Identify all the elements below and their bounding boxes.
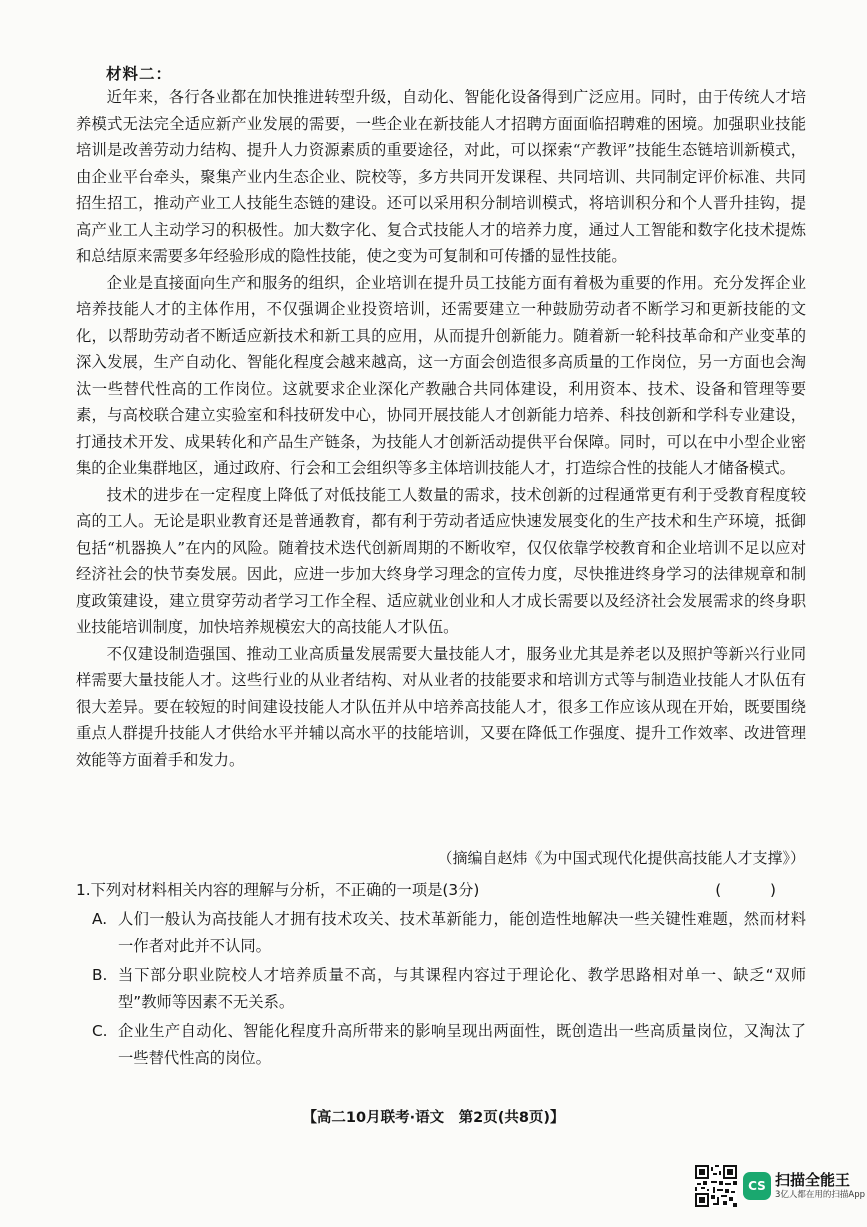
paragraph: 企业是直接面向生产和服务的组织，企业培训在提升员工技能方面有着极为重要的作用。充分发挥企业培养技能人才的主体作用，不仅强调企业投资培训，还需要建立一种鼓励劳动者不断学习和更新技能的文化，以帮助劳动者不断适应新技术和新工具的应用，从而提升创新能力。随着新一轮科技革命和产业变革的深入发展，生产自动化、智能化程度会越来越高，这一方面会创造很多高质量的工作岗位，另一方面也会淘汰一些替代性高的工作岗位。这就要求企业深化产教融合共同体建设，利用资本、技术、设备和管理等要素，与高校联合建立实验室和科技研发中心，协同开展技能人才创新能力培养、科技创新和学科专业建设，打通技术开发、成果转化和产品生产链条，为技能人才创新活动提供平台保障。同时，可以在中小型企业密集的企业集群地区，通过政府、行会和工会组织等多主体培训技能人才，打造综合性的技能人才储备模式。: [76, 273, 806, 477]
question-stem: 1.下列对材料相关内容的理解与分析，不正确的一项是(3分): [76, 881, 480, 899]
option-text: 企业生产自动化、智能化程度升高所带来的影响呈现出两面性，既创造出一些高质量岗位，又淘汰了一些替代性高的岗位。: [118, 1022, 806, 1067]
scanner-watermark: [695, 1165, 865, 1207]
answer-blank: ( ): [715, 881, 798, 899]
material-heading: 材料二：: [106, 65, 173, 83]
qr-code-icon: [695, 1165, 737, 1207]
option-text: 人们一般认为高技能人才拥有技术攻关、技术革新能力，能创造性地解决一些关键性难题，然而材料一作者对此并不认同。: [118, 910, 806, 955]
question-stem-row: [76, 877, 806, 904]
scanner-app-name: 扫描全能王: [775, 1171, 851, 1189]
source-citation: （摘编自赵炜《为中国式现代化提供高技能人才支撑》）: [437, 849, 805, 867]
material-body: [76, 84, 806, 773]
scanner-tagline: 3亿人都在用的扫描App: [775, 1190, 866, 1200]
option-letter: B.: [92, 966, 108, 984]
camscanner-logo-icon: CS: [743, 1172, 771, 1200]
option-c: [76, 1018, 806, 1072]
option-text: 当下部分职业院校人才培养质量不高，与其课程内容过于理论化、教学思路相对单一、缺乏“双师型”教师等因素不无关系。: [118, 966, 806, 1011]
paragraph: 技术的进步在一定程度上降低了对低技能工人数量的需求，技术创新的过程通常更有利于受教育程度较高的工人。无论是职业教育还是普通教育，都有利于劳动者适应快速发展变化的生产技术和生产环境，抵御包括“机器换人”在内的风险。随着技术迭代创新周期的不断收窄，仅仅依靠学校教育和企业培训不足以应对经济社会的快节奏发展。因此，应进一步加大终身学习理念的宣传力度，尽快推进终身学习的法律规章和制度政策建设，建立贯穿劳动者学习工作全程、适应就业创业和人才成长需要以及经济社会发展需求的终身职业技能培训制度，加快培养规模宏大的高技能人才队伍。: [76, 485, 806, 636]
question-1: [76, 877, 806, 1072]
option-a: [76, 906, 806, 960]
scanner-brand: [775, 1171, 865, 1201]
option-b: [76, 962, 806, 1016]
option-letter: A.: [92, 910, 108, 928]
paragraph: 不仅建设制造强国、推动工业高质量发展需要大量技能人才，服务业尤其是养老以及照护等新兴行业同样需要大量技能人才。这些行业的从业者结构、对从业者的技能要求和培训方式等与制造业技能人才队伍有很大差异。要在较短的时间建设技能人才队伍并从中培养高技能人才，很多工作应该从现在开始，既要围绕重点人群提升技能人才供给水平并辅以高水平的技能培训，又要在降低工作强度、提升工作效率、改进管理效能等方面着手和发力。: [76, 644, 806, 769]
paragraph: 近年来，各行各业都在加快推进转型升级，自动化、智能化设备得到广泛应用。同时，由于传统人才培养模式无法完全适应新产业发展的需要，一些企业在新技能人才招聘方面面临招聘难的困境。加强职业技能培训是改善劳动力结构、提升人力资源素质的重要途径，对此，可以探索“产教评”技能生态链培训新模式，由企业平台牵头，聚集产业内生态企业、院校等，多方共同开发课程、共同培训、共同制定评价标准、共同招生招工，推动产业工人技能生态链的建设。还可以采用积分制培训模式，将培训积分和个人晋升挂钩，提高产业工人主动学习的积极性。加大数字化、复合式技能人才的培养力度，通过人工智能和数字化技术提炼和总结原来需要多年经验形成的隐性技能，使之变为可复制和可传播的显性技能。: [76, 88, 806, 265]
page-footer: 【高二10月联考·语文 第2页(共8页)】: [302, 1110, 565, 1126]
option-letter: C.: [92, 1022, 108, 1040]
